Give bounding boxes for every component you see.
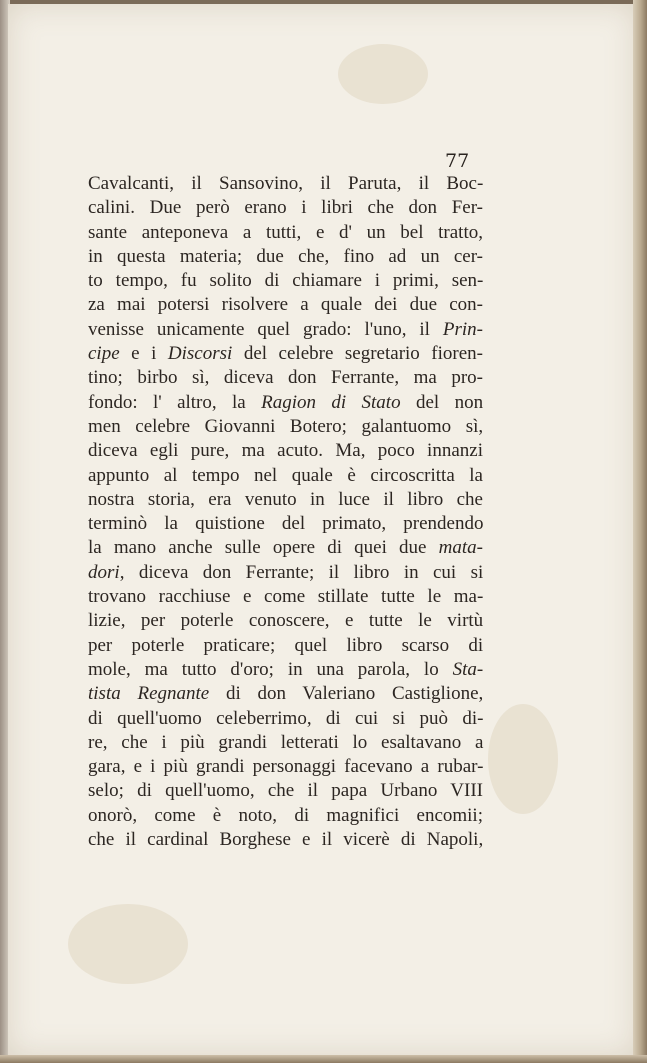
text-line: [88, 658, 483, 682]
text-run: terminò la quistione del primato, prendendo: [88, 513, 484, 535]
page-number: 77: [445, 150, 470, 172]
text-line: [88, 828, 483, 852]
page-fore-edge: [633, 0, 647, 1063]
text-run: del celebre segretario fioren-: [232, 343, 483, 365]
body-text: [88, 172, 483, 852]
text-line: [88, 609, 483, 633]
text-line: [88, 318, 483, 342]
text-run: mole, ma tutto d'oro; in una parola, lo: [88, 658, 453, 680]
text-run: gara, e i più grandi personaggi facevano a rubar-: [88, 756, 484, 778]
italic-text: Prin-: [442, 318, 483, 340]
italic-text: tista Regnante: [88, 683, 210, 705]
page-bottom-edge: [0, 1055, 647, 1063]
text-line: [88, 512, 483, 536]
text-line: [88, 779, 483, 803]
text-run: che il cardinal Borghese e il vicerè di Napoli,: [88, 829, 484, 851]
text-run: di quell'uomo celeberrimo, di cui si può di-: [88, 707, 484, 729]
text-run: appunto al tempo nel quale è circoscritta la: [88, 464, 483, 486]
italic-text: Discorsi: [167, 343, 233, 365]
text-line: [88, 488, 483, 512]
text-run: fondo: l' altro, la: [88, 391, 262, 413]
text-line: [88, 585, 483, 609]
italic-text: dori: [88, 561, 120, 583]
text-line: [88, 172, 483, 196]
text-run: e i: [119, 343, 168, 365]
text-line: [88, 342, 483, 366]
italic-text: Sta-: [452, 658, 484, 680]
text-line: [88, 755, 483, 779]
text-run: za mai potersi risolvere a quale dei due con-: [88, 294, 483, 316]
text-line: [88, 269, 483, 293]
text-run: nostra storia, era venuto in luce il libro che: [88, 488, 483, 510]
text-run: venisse unicamente quel grado: l'uno, il: [88, 318, 443, 340]
text-run: to tempo, fu solito di chiamare i primi, sen-: [88, 270, 484, 292]
italic-text: mata-: [438, 537, 483, 559]
text-run: selo; di quell'uomo, che il papa Urbano VIII: [88, 780, 483, 802]
text-run: del non: [400, 391, 484, 413]
text-line: [88, 804, 483, 828]
text-run: , diceva don Ferrante; il libro in cui si: [119, 561, 484, 583]
text-run: Cavalcanti, il Sansovino, il Paruta, il Boc-: [88, 173, 484, 194]
text-run: di don Valeriano Castiglione,: [209, 683, 484, 705]
text-line: [88, 391, 483, 415]
text-run: tino; birbo sì, diceva don Ferrante, ma pro-: [88, 367, 483, 389]
text-run: calini. Due però erano i libri che don Fer-: [88, 197, 483, 219]
text-run: per poterle praticare; quel libro scarso di: [88, 634, 484, 656]
paper-stain: [338, 44, 428, 104]
text-line: [88, 293, 483, 317]
text-run: men celebre Giovanni Botero; galantuomo sì,: [88, 415, 484, 437]
text-line: [88, 221, 483, 245]
paper-stain: [488, 704, 558, 814]
paper-stain: [68, 904, 188, 984]
text-line: [88, 464, 483, 488]
text-line: [88, 707, 483, 731]
text-line: [88, 634, 483, 658]
text-line: [88, 245, 483, 269]
text-run: sante anteponeva a tutti, e d' un bel tratto,: [88, 221, 483, 243]
text-run: la mano anche sulle opere di quei due: [88, 537, 439, 559]
text-line: [88, 682, 483, 706]
text-line: [88, 366, 483, 390]
italic-text: Ragion di Stato: [261, 391, 401, 413]
text-line: [88, 196, 483, 220]
text-run: diceva egli pure, ma acuto. Ma, poco innanzi: [88, 440, 483, 462]
text-run: trovano racchiuse e come stillate tutte le ma-: [88, 586, 484, 608]
text-line: [88, 561, 483, 585]
text-run: lizie, per poterle conoscere, e tutte le virtù: [88, 610, 484, 632]
italic-text: cipe: [88, 343, 120, 365]
text-line: [88, 415, 483, 439]
text-run: in questa materia; due che, fino ad un cer-: [88, 245, 483, 267]
text-line: [88, 731, 483, 755]
text-run: re, che i più grandi letterati lo esaltavano a: [88, 731, 484, 753]
text-run: onorò, come è noto, di magnifici encomii;: [88, 804, 483, 826]
text-line: [88, 439, 483, 463]
text-line: [88, 536, 483, 560]
